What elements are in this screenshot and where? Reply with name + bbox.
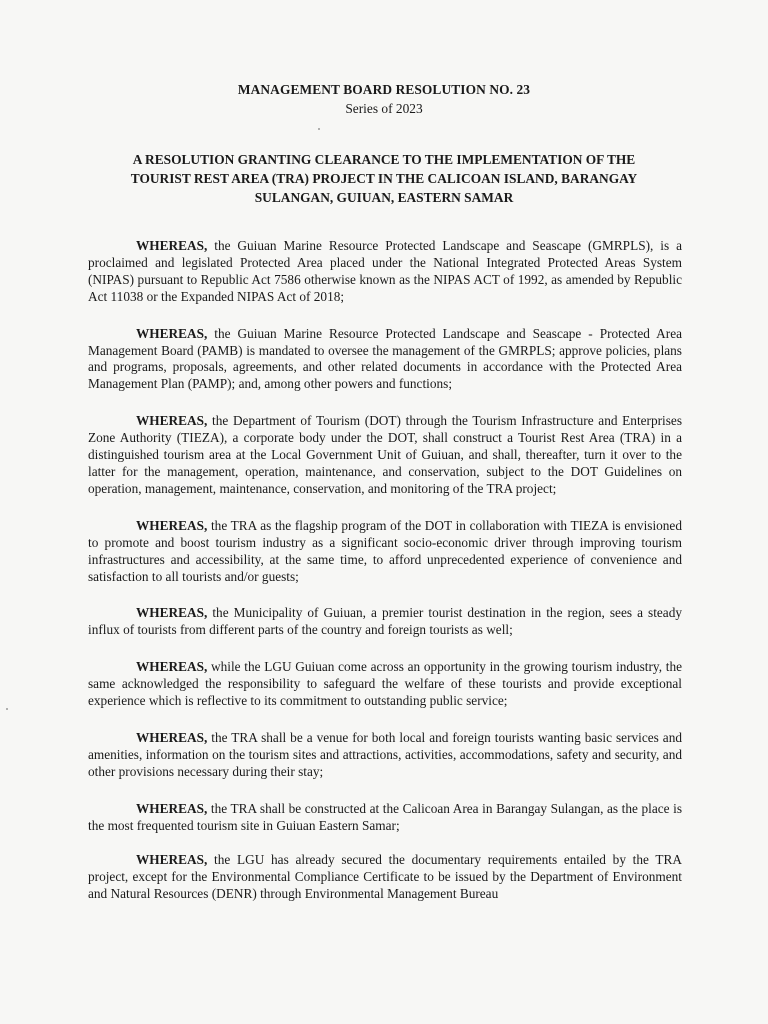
whereas-lead: WHEREAS,: [136, 800, 208, 816]
subject-line: A RESOLUTION GRANTING CLEARANCE TO THE IMPLEMENTATION OF THE: [132, 152, 636, 167]
whereas-text: the TRA shall be constructed at the Calicoan Area in Barangay Sulangan, as the place is the most frequented tourism site in Guiuan Eastern Samar;: [88, 800, 682, 833]
whereas-lead: WHEREAS,: [136, 517, 208, 533]
scan-speck: [6, 708, 8, 710]
whereas-clause: [88, 238, 682, 306]
whereas-text: the Guiuan Marine Resource Protected Landscape and Seascape (GMRPLS), is a proclaimed and legislated Protected Area placed under the National Integrated Protected Areas System (NIPAS) pursuant to Republic Act 7586 otherwise known as the NIPAS ACT of 1992, as amended by Republic Act 11038 or the Expanded NIPAS Act of 2018;: [88, 238, 682, 304]
whereas-text: the LGU has already secured the documentary requirements entailed by the TRA project, except for the Environmental Compliance Certificate to be issued by the Department of Environment and Natural Resources (DENR) through Environmental Management Bureau: [88, 852, 682, 902]
whereas-lead: WHEREAS,: [136, 605, 208, 621]
whereas-text: while the LGU Guiuan come across an opportunity in the growing tourism industry, the same acknowledged the responsibility to safeguard the welfare of these tourists and provide exceptional experience which is reflective to its commitment to outstanding public service;: [88, 659, 682, 709]
whereas-text: the Guiuan Marine Resource Protected Landscape and Seascape - Protected Area Management Board (PAMB) is mandated to oversee the management of the GMRPLS; approve policies, plans and programs, proposals, agreements, and other related documents in accordance with the Protected Area Management Plan (PAMP); and, among other powers and functions;: [88, 325, 682, 392]
resolution-subject: [84, 150, 684, 207]
whereas-lead: WHEREAS,: [136, 852, 208, 868]
whereas-clause: [88, 518, 682, 586]
whereas-text: the Municipality of Guiuan, a premier tourist destination in the region, sees a steady influx of tourists from different parts of the country and foreign tourists as well;: [88, 605, 682, 638]
resolution-series: Series of 2023: [345, 101, 423, 116]
scan-speck: [318, 128, 320, 130]
whereas-text: the TRA shall be a venue for both local and foreign tourists wanting basic services and amenities, information on the tourism sites and attractions, activities, accommodations, safety and security, and other provisions necessary during their stay;: [88, 729, 682, 779]
whereas-clause: [88, 659, 682, 710]
whereas-lead: WHEREAS,: [136, 325, 208, 341]
resolution-title: MANAGEMENT BOARD RESOLUTION NO. 23: [237, 82, 531, 97]
whereas-clause: [88, 413, 682, 498]
subject-line: SULANGAN, GUIUAN, EASTERN SAMAR: [254, 190, 514, 205]
whereas-clause: [88, 801, 682, 835]
whereas-lead: WHEREAS,: [136, 659, 208, 675]
whereas-clause: [88, 326, 682, 394]
whereas-text: the TRA as the flagship program of the DOT in collaboration with TIEZA is envisioned to promote and boost tourism industry as a significant socio-economic driver through improving tourism infrastructures and accessibility, at the same time, to afford unprecedented experience of convenience and satisfaction to all tourists and/or guests;: [88, 517, 682, 584]
resolution-body: [88, 238, 682, 923]
whereas-clause: [88, 605, 682, 639]
whereas-lead: WHEREAS,: [136, 413, 208, 429]
whereas-lead: WHEREAS,: [136, 238, 208, 253]
whereas-clause: [88, 730, 682, 781]
subject-line: TOURIST REST AREA (TRA) PROJECT IN THE CALICOAN ISLAND, BARANGAY: [130, 171, 638, 186]
whereas-lead: WHEREAS,: [136, 729, 208, 745]
whereas-clause: [88, 852, 682, 903]
whereas-text: the Department of Tourism (DOT) through the Tourism Infrastructure and Enterprises Zone Authority (TIEZA), a corporate body under the DOT, shall construct a Tourist Rest Area (TRA) in a distinguished tourism area at the Local Government Unit of Guiuan, and shall, thereafter, turn it over to the latter for the management, operation, maintenance, and conservation, subject to the DOT Guidelines on operation, management, maintenance, conservation, and monitoring of the TRA project;: [88, 413, 682, 496]
